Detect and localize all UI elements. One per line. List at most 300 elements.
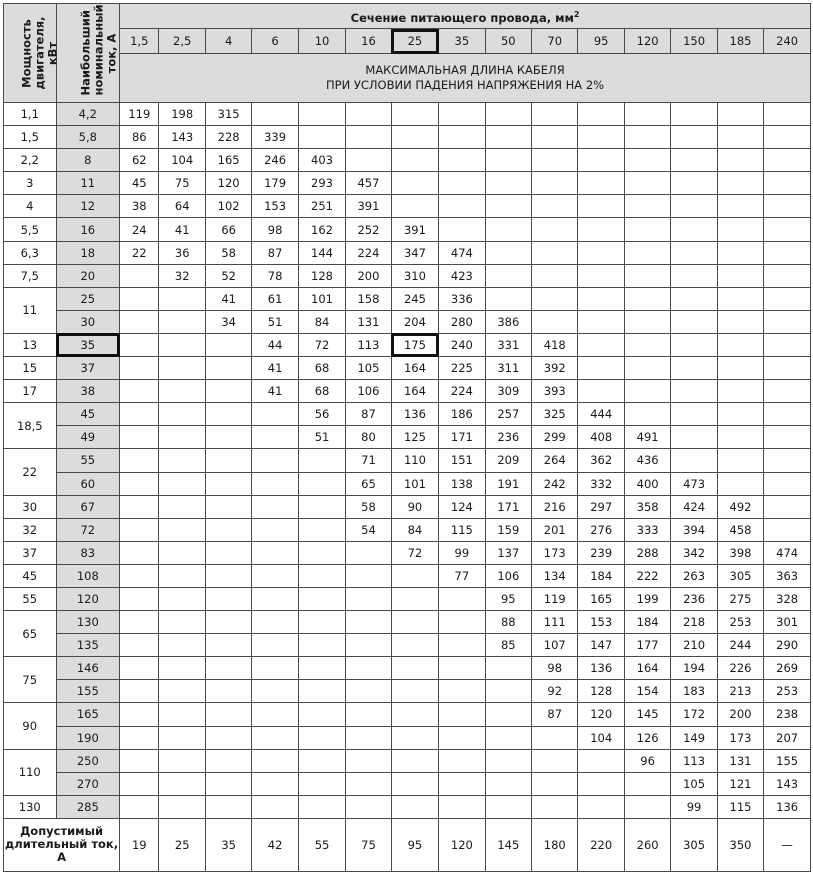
length-cell <box>346 541 391 564</box>
length-cell: 153 <box>252 195 298 218</box>
length-cell <box>391 126 438 149</box>
length-cell <box>717 103 763 126</box>
length-cell: 473 <box>671 472 717 495</box>
table-row <box>4 195 811 218</box>
length-cell <box>624 195 670 218</box>
length-cell: 400 <box>624 472 670 495</box>
length-cell <box>671 218 717 241</box>
length-cell <box>346 564 391 587</box>
length-cell <box>159 472 205 495</box>
length-cell <box>205 795 251 818</box>
length-cell <box>717 126 763 149</box>
length-cell: 106 <box>346 380 391 403</box>
length-cell <box>578 195 624 218</box>
length-cell <box>717 195 763 218</box>
length-cell <box>671 380 717 403</box>
length-cell: 134 <box>532 564 578 587</box>
length-cell <box>205 611 251 634</box>
length-cell <box>717 287 763 310</box>
length-cell <box>671 103 717 126</box>
table-row <box>4 449 811 472</box>
length-cell <box>120 564 159 587</box>
length-cell <box>159 680 205 703</box>
length-cell: 251 <box>298 195 345 218</box>
length-cell <box>252 587 298 610</box>
length-cell: 84 <box>391 518 438 541</box>
length-cell: 96 <box>624 749 670 772</box>
length-cell: 171 <box>439 426 485 449</box>
length-cell <box>578 749 624 772</box>
length-cell <box>532 795 578 818</box>
length-cell: 325 <box>532 403 578 426</box>
length-cell <box>120 680 159 703</box>
length-cell: 275 <box>717 587 763 610</box>
length-cell <box>205 703 251 726</box>
length-cell <box>439 587 485 610</box>
length-cell <box>346 726 391 749</box>
length-cell <box>346 703 391 726</box>
length-cell: 153 <box>578 611 624 634</box>
length-cell: 125 <box>391 426 438 449</box>
length-cell <box>485 726 531 749</box>
length-cell <box>298 449 345 472</box>
section-header-cell: 4 <box>205 29 251 54</box>
length-cell <box>485 149 531 172</box>
length-cell <box>624 126 670 149</box>
length-cell <box>439 795 485 818</box>
footer-row <box>4 818 811 871</box>
length-cell: 264 <box>532 449 578 472</box>
length-cell: 22 <box>120 241 159 264</box>
length-cell: 175 <box>391 333 438 356</box>
length-cell <box>159 449 205 472</box>
length-cell <box>205 749 251 772</box>
length-cell <box>252 449 298 472</box>
length-cell: 393 <box>532 380 578 403</box>
length-cell <box>578 241 624 264</box>
motor-power-cell: 130 <box>4 795 57 818</box>
length-cell: 246 <box>252 149 298 172</box>
length-cell <box>532 103 578 126</box>
current-cell: 16 <box>56 218 120 241</box>
motor-power-cell: 4 <box>4 195 57 218</box>
length-cell: 239 <box>578 541 624 564</box>
motor-power-cell: 15 <box>4 357 57 380</box>
length-cell <box>439 772 485 795</box>
length-cell: 36 <box>159 241 205 264</box>
length-cell <box>252 772 298 795</box>
length-cell <box>346 611 391 634</box>
length-cell: 155 <box>764 749 811 772</box>
current-cell: 83 <box>56 541 120 564</box>
length-cell <box>485 772 531 795</box>
length-cell <box>298 611 345 634</box>
length-cell <box>532 241 578 264</box>
length-cell: 99 <box>671 795 717 818</box>
length-cell: 87 <box>532 703 578 726</box>
length-cell <box>391 772 438 795</box>
length-cell: 328 <box>764 587 811 610</box>
length-cell <box>624 403 670 426</box>
length-cell <box>532 195 578 218</box>
length-cell: 41 <box>252 357 298 380</box>
length-cell: 218 <box>671 611 717 634</box>
length-cell <box>671 172 717 195</box>
length-cell: 124 <box>439 495 485 518</box>
length-cell: 207 <box>764 726 811 749</box>
length-cell <box>205 426 251 449</box>
length-cell: 199 <box>624 587 670 610</box>
length-cell <box>120 449 159 472</box>
length-cell: 164 <box>391 380 438 403</box>
length-cell <box>120 541 159 564</box>
length-cell <box>346 657 391 680</box>
length-cell <box>485 749 531 772</box>
length-cell <box>120 518 159 541</box>
length-cell: 290 <box>764 634 811 657</box>
length-cell: 101 <box>298 287 345 310</box>
current-cell: 38 <box>56 380 120 403</box>
length-cell: 105 <box>671 772 717 795</box>
length-cell: 228 <box>205 126 251 149</box>
length-cell <box>298 587 345 610</box>
length-cell: 162 <box>298 218 345 241</box>
current-cell: 37 <box>56 357 120 380</box>
length-cell: 101 <box>391 472 438 495</box>
section-header-cell: 70 <box>532 29 578 54</box>
length-cell: 172 <box>671 703 717 726</box>
length-cell <box>120 357 159 380</box>
length-cell <box>764 380 811 403</box>
length-cell: 77 <box>439 564 485 587</box>
length-cell: 309 <box>485 380 531 403</box>
length-cell: 173 <box>532 541 578 564</box>
subtitle-line-1: МАКСИМАЛЬНАЯ ДЛИНА КАБЕЛЯ <box>365 63 565 77</box>
current-cell: 18 <box>56 241 120 264</box>
motor-power-cell: 90 <box>4 703 57 749</box>
table-row <box>4 772 811 795</box>
footer-value-cell: 220 <box>578 818 624 871</box>
length-cell: 491 <box>624 426 670 449</box>
length-cell: 136 <box>578 657 624 680</box>
length-cell <box>578 287 624 310</box>
length-cell <box>624 287 670 310</box>
current-cell: 30 <box>56 310 120 333</box>
length-cell: 113 <box>346 333 391 356</box>
length-cell <box>205 726 251 749</box>
table-row <box>4 541 811 564</box>
length-cell <box>485 103 531 126</box>
length-cell: 66 <box>205 218 251 241</box>
length-cell: 85 <box>485 634 531 657</box>
length-cell <box>298 795 345 818</box>
length-cell <box>298 126 345 149</box>
length-cell: 305 <box>717 564 763 587</box>
length-cell: 332 <box>578 472 624 495</box>
motor-power-cell: 55 <box>4 587 57 610</box>
length-cell <box>671 241 717 264</box>
length-cell: 87 <box>252 241 298 264</box>
length-cell <box>671 403 717 426</box>
table-row <box>4 495 811 518</box>
length-cell: 184 <box>624 611 670 634</box>
length-cell <box>252 518 298 541</box>
length-cell <box>346 680 391 703</box>
footer-value-cell: 35 <box>205 818 251 871</box>
length-cell: 293 <box>298 172 345 195</box>
motor-power-cell: 37 <box>4 541 57 564</box>
length-cell <box>624 241 670 264</box>
length-cell <box>252 634 298 657</box>
length-cell <box>671 426 717 449</box>
length-cell: 423 <box>439 264 485 287</box>
motor-power-cell: 110 <box>4 749 57 795</box>
length-cell: 216 <box>532 495 578 518</box>
length-cell <box>439 103 485 126</box>
length-cell: 224 <box>346 241 391 264</box>
table-row <box>4 634 811 657</box>
length-cell <box>764 449 811 472</box>
length-cell <box>298 541 345 564</box>
length-cell: 336 <box>439 287 485 310</box>
length-cell <box>346 149 391 172</box>
length-cell: 424 <box>671 495 717 518</box>
footer-value-cell: 95 <box>391 818 438 871</box>
length-cell: 240 <box>439 333 485 356</box>
length-cell <box>532 287 578 310</box>
length-cell: 204 <box>391 310 438 333</box>
length-cell <box>671 126 717 149</box>
length-cell: 65 <box>346 472 391 495</box>
length-cell: 92 <box>532 680 578 703</box>
length-cell <box>391 703 438 726</box>
length-cell <box>252 657 298 680</box>
section-title-sup: 2 <box>573 9 580 19</box>
length-cell: 242 <box>532 472 578 495</box>
length-cell: 177 <box>624 634 670 657</box>
length-cell <box>205 680 251 703</box>
length-cell <box>120 749 159 772</box>
length-cell <box>205 518 251 541</box>
section-header-cell: 25 <box>391 29 438 54</box>
table-row <box>4 795 811 818</box>
length-cell <box>717 357 763 380</box>
length-cell <box>485 126 531 149</box>
length-cell: 51 <box>252 310 298 333</box>
length-cell: 149 <box>671 726 717 749</box>
length-cell: 143 <box>764 772 811 795</box>
length-cell: 398 <box>717 541 763 564</box>
length-cell <box>159 310 205 333</box>
length-cell <box>485 264 531 287</box>
table-row <box>4 726 811 749</box>
current-cell: 4,2 <box>56 103 120 126</box>
length-cell: 102 <box>205 195 251 218</box>
length-cell: 200 <box>717 703 763 726</box>
motor-power-header-text: Мощность двигателя, кВт <box>19 15 60 89</box>
length-cell <box>671 333 717 356</box>
section-header-cell: 120 <box>624 29 670 54</box>
length-cell: 56 <box>298 403 345 426</box>
footer-value-cell: 120 <box>439 818 485 871</box>
length-cell <box>671 310 717 333</box>
length-cell <box>159 726 205 749</box>
subtitle-line-2: ПРИ УСЛОВИИ ПАДЕНИЯ НАПРЯЖЕНИЯ НА 2% <box>326 78 605 92</box>
length-cell <box>298 772 345 795</box>
length-cell: 136 <box>391 403 438 426</box>
length-cell <box>205 587 251 610</box>
current-cell: 25 <box>56 287 120 310</box>
table-row <box>4 472 811 495</box>
length-cell <box>764 310 811 333</box>
length-cell <box>159 287 205 310</box>
length-cell: 386 <box>485 310 531 333</box>
table-row <box>4 149 811 172</box>
current-cell: 11 <box>56 172 120 195</box>
footer-label: Допустимый длительный ток, А <box>4 818 120 871</box>
length-cell <box>120 772 159 795</box>
length-cell: 200 <box>346 264 391 287</box>
length-cell: 62 <box>120 149 159 172</box>
section-header-cell: 35 <box>439 29 485 54</box>
length-cell <box>205 772 251 795</box>
section-header-cell: 10 <box>298 29 345 54</box>
length-cell <box>624 149 670 172</box>
length-cell: 310 <box>391 264 438 287</box>
length-cell: 34 <box>205 310 251 333</box>
length-cell <box>346 634 391 657</box>
current-cell: 135 <box>56 634 120 657</box>
length-cell: 311 <box>485 357 531 380</box>
current-cell: 120 <box>56 587 120 610</box>
length-cell: 362 <box>578 449 624 472</box>
length-cell <box>485 657 531 680</box>
length-cell <box>578 772 624 795</box>
length-cell: 105 <box>346 357 391 380</box>
current-cell: 285 <box>56 795 120 818</box>
length-cell <box>391 195 438 218</box>
motor-power-cell: 18,5 <box>4 403 57 449</box>
length-cell <box>764 218 811 241</box>
length-cell <box>298 749 345 772</box>
length-cell: 184 <box>578 564 624 587</box>
length-cell <box>671 357 717 380</box>
current-cell: 55 <box>56 449 120 472</box>
length-cell: 173 <box>717 726 763 749</box>
length-cell: 41 <box>159 218 205 241</box>
length-cell: 253 <box>764 680 811 703</box>
length-cell: 84 <box>298 310 345 333</box>
length-cell <box>205 541 251 564</box>
length-cell <box>485 172 531 195</box>
table-row <box>4 749 811 772</box>
length-cell: 51 <box>298 426 345 449</box>
length-cell <box>439 195 485 218</box>
length-cell: 61 <box>252 287 298 310</box>
table-row <box>4 218 811 241</box>
length-cell: 363 <box>764 564 811 587</box>
length-cell <box>159 772 205 795</box>
footer-value-cell: 75 <box>346 818 391 871</box>
length-cell: 87 <box>346 403 391 426</box>
length-cell: 145 <box>624 703 670 726</box>
footer-value-cell: 42 <box>252 818 298 871</box>
length-cell: 137 <box>485 541 531 564</box>
length-cell <box>159 333 205 356</box>
table-row <box>4 587 811 610</box>
length-cell <box>159 749 205 772</box>
length-cell <box>578 380 624 403</box>
length-cell <box>485 218 531 241</box>
length-cell <box>298 726 345 749</box>
length-cell <box>205 634 251 657</box>
current-cell: 5,8 <box>56 126 120 149</box>
length-cell <box>439 149 485 172</box>
length-cell <box>485 195 531 218</box>
length-cell <box>346 772 391 795</box>
length-cell: 263 <box>671 564 717 587</box>
length-cell <box>159 357 205 380</box>
section-title <box>120 4 811 29</box>
section-header-cell: 240 <box>764 29 811 54</box>
length-cell <box>624 264 670 287</box>
length-cell <box>439 611 485 634</box>
length-cell <box>717 449 763 472</box>
length-cell <box>578 172 624 195</box>
motor-power-cell: 3 <box>4 172 57 195</box>
length-cell: 403 <box>298 149 345 172</box>
length-cell <box>578 795 624 818</box>
length-cell: 391 <box>391 218 438 241</box>
footer-value-cell: 25 <box>159 818 205 871</box>
length-cell <box>764 195 811 218</box>
table-row <box>4 264 811 287</box>
length-cell <box>159 703 205 726</box>
footer-value-cell: 55 <box>298 818 345 871</box>
length-cell <box>439 126 485 149</box>
section-header-cell: 185 <box>717 29 763 54</box>
length-cell: 98 <box>532 657 578 680</box>
current-cell: 67 <box>56 495 120 518</box>
length-cell <box>624 172 670 195</box>
length-cell: 288 <box>624 541 670 564</box>
length-cell <box>764 426 811 449</box>
length-cell: 171 <box>485 495 531 518</box>
table-row <box>4 333 811 356</box>
length-cell <box>298 518 345 541</box>
length-cell: 99 <box>439 541 485 564</box>
table-row <box>4 657 811 680</box>
length-cell <box>439 749 485 772</box>
length-cell <box>346 103 391 126</box>
length-cell: 104 <box>578 726 624 749</box>
length-cell: 58 <box>346 495 391 518</box>
length-cell <box>205 449 251 472</box>
current-header <box>56 4 120 103</box>
length-cell <box>120 310 159 333</box>
length-cell: 301 <box>764 611 811 634</box>
current-cell: 250 <box>56 749 120 772</box>
length-cell <box>252 795 298 818</box>
length-cell: 144 <box>298 241 345 264</box>
table-row <box>4 287 811 310</box>
length-cell <box>298 703 345 726</box>
length-cell: 115 <box>439 518 485 541</box>
length-cell <box>717 310 763 333</box>
length-cell <box>532 149 578 172</box>
current-cell: 108 <box>56 564 120 587</box>
length-cell <box>391 103 438 126</box>
